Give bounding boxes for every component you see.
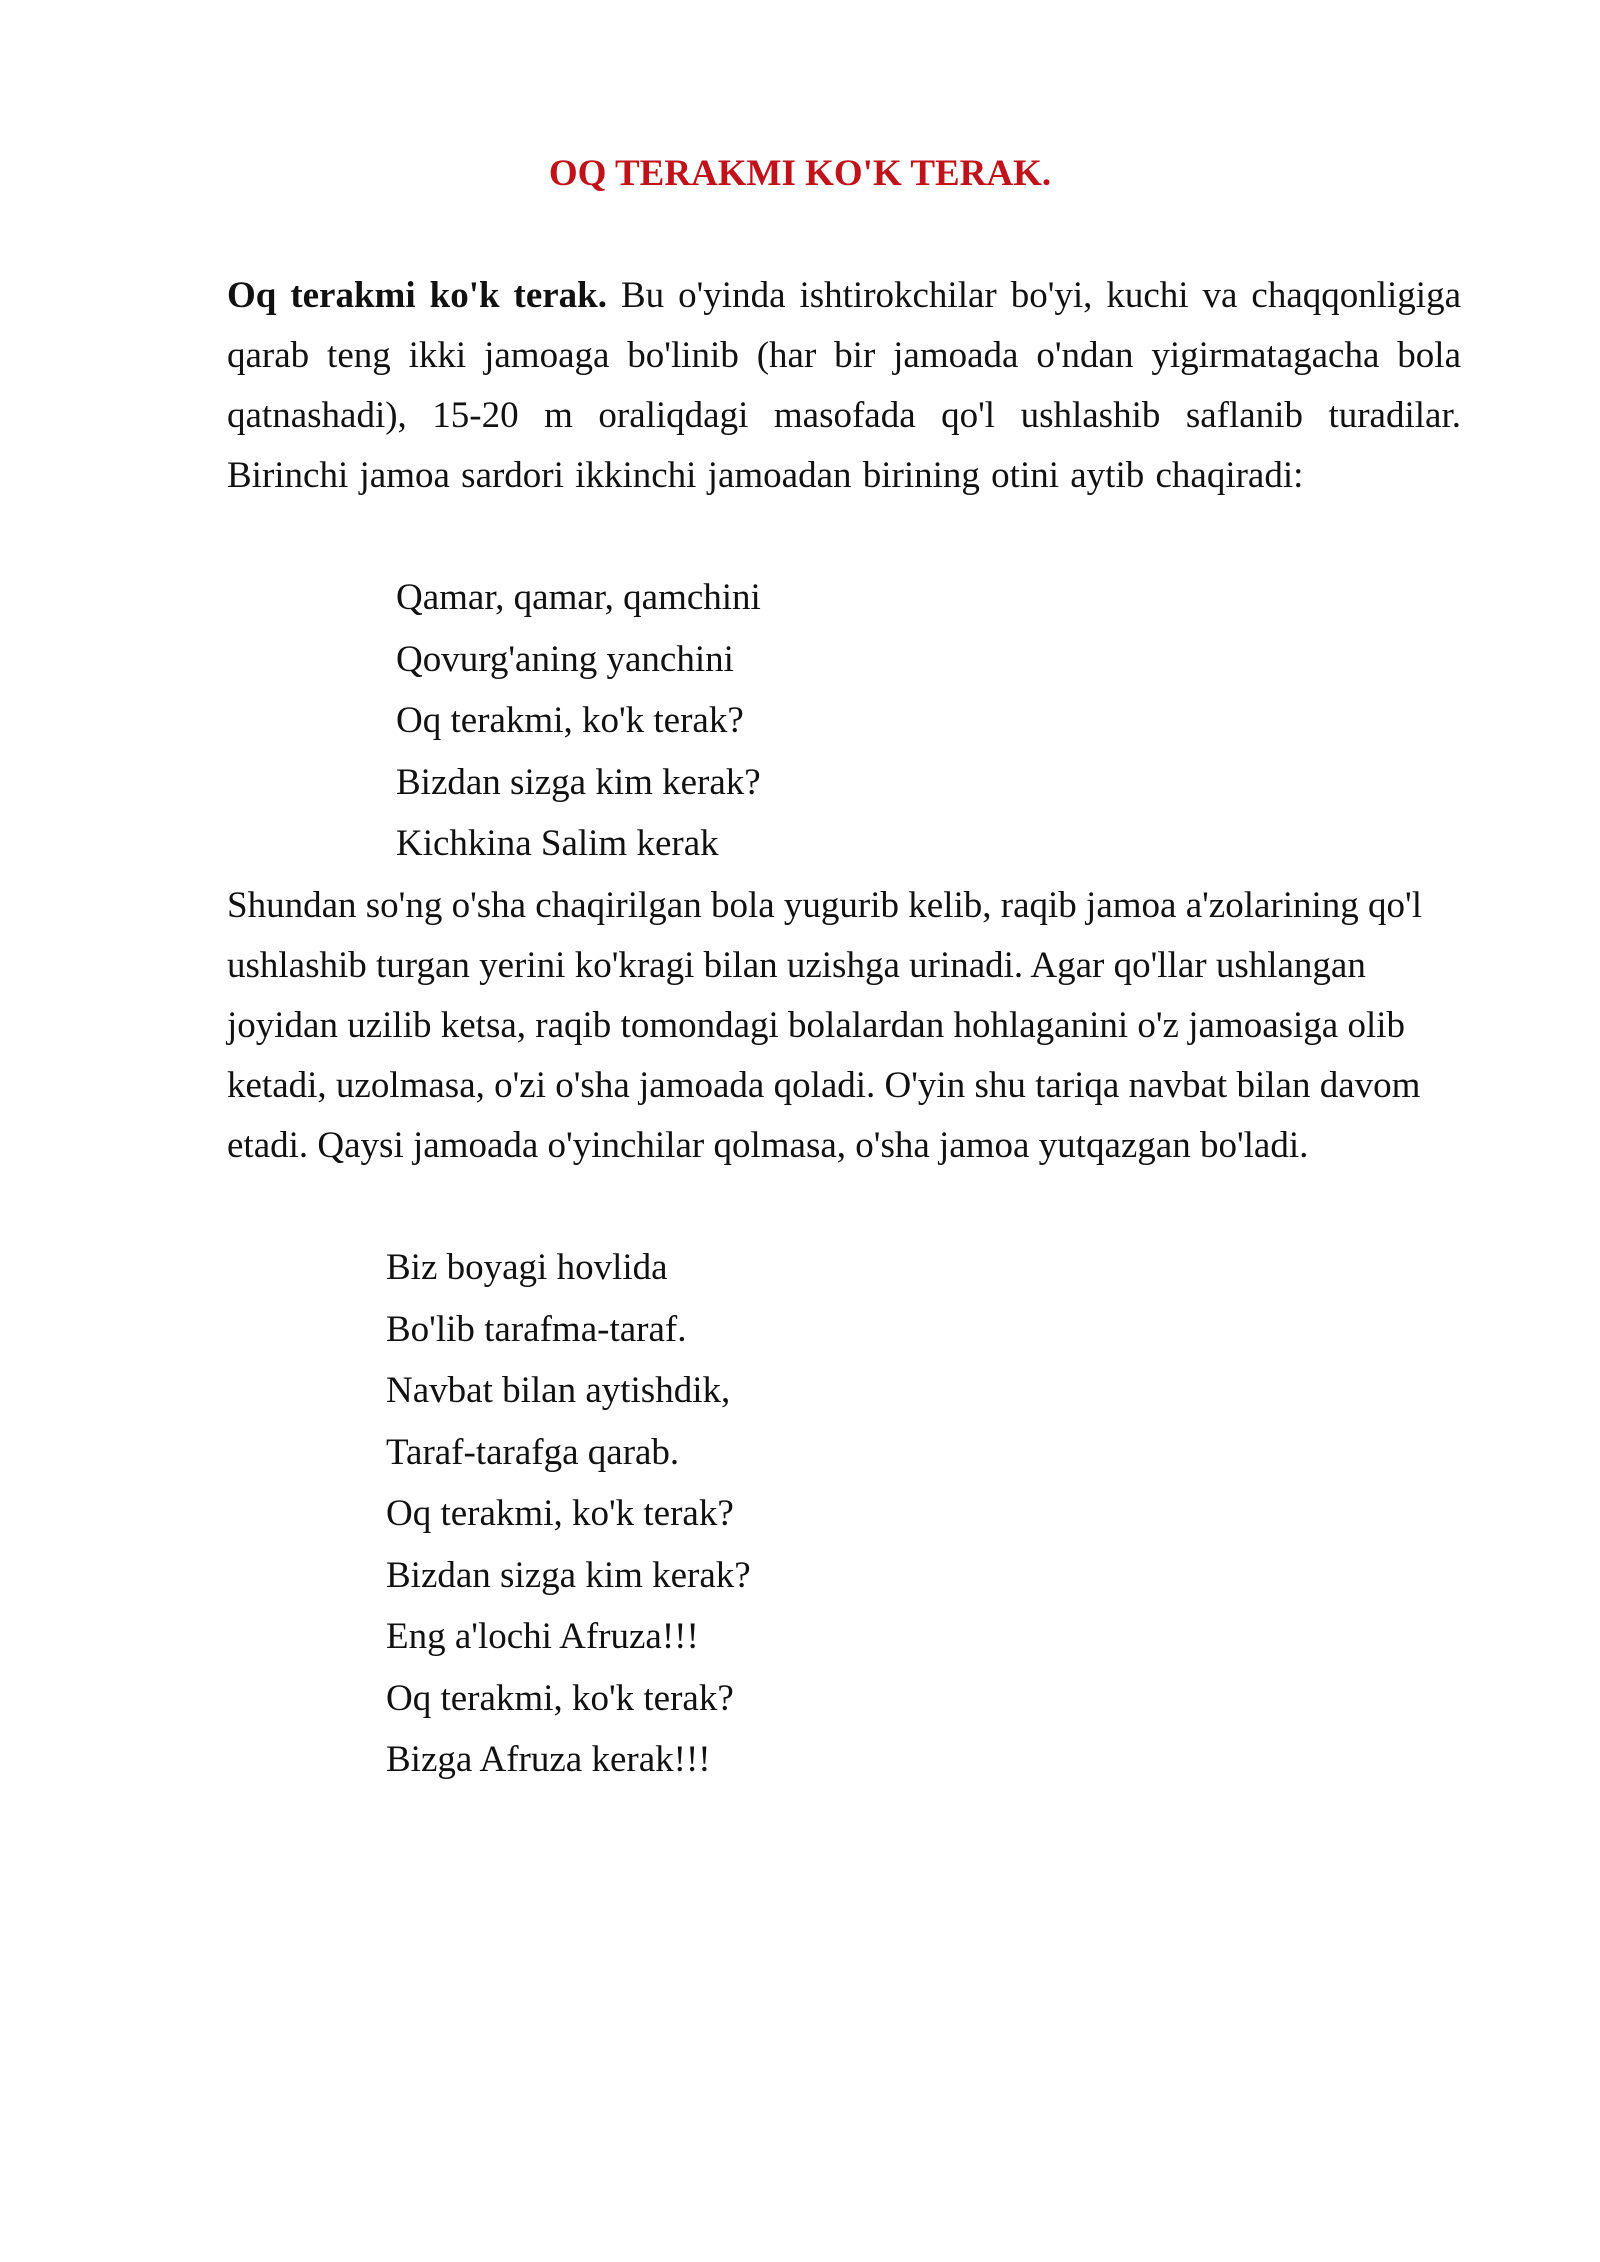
intro-lead: Oq terakmi ko'k terak. (227, 275, 608, 316)
poem-line: Bizdan sizga kim kerak? (386, 1554, 751, 1596)
poem-line: Eng a'lochi Afruza!!! (386, 1616, 699, 1657)
poem-line: Bo'lib tarafma-taraf. (386, 1308, 687, 1350)
poem-line: Taraf-tarafga qarab. (386, 1431, 680, 1473)
poem-line: Kichkina Salim kerak (396, 823, 719, 864)
poem-line: Bizga Afruza kerak!!! (386, 1739, 711, 1780)
poem-line: Oq terakmi, ko'k terak? (396, 700, 744, 741)
poem-first (396, 567, 761, 875)
poem-line: Biz boyagi hovlida (386, 1247, 668, 1288)
poem-line: Qovurg'aning yanchini (396, 638, 734, 680)
poem-line: Navbat bilan aytishdik, (386, 1370, 731, 1411)
document-title: OQ TERAKMI KO'K TERAK. (548, 153, 1052, 194)
poem-second (386, 1237, 751, 1791)
intro-body: Bu o'yinda ishtirokchilar bo'yi, kuchi va chaqqonligiga qarab teng ikki jamoaga bo'linib (har bir jamoada o'ndan yigirmatagacha bola qatnashadi), 15-20 m oraliqdagi masofada qo'l ushlashib saflanib turadilar. Birinchi jamoa sardori ikkinchi jamoadan birining otini aytib chaqiradi: (227, 275, 1462, 496)
poem-line: Oq terakmi, ko'k terak? (386, 1493, 734, 1534)
poem-line: Bizdan sizga kim kerak? (396, 761, 761, 803)
rules-paragraph: Shundan so'ng o'sha chaqirilgan bola yugurib kelib, raqib jamoa a'zolarining qo'l ushlashib turgan yerini ko'kragi bilan uzishga urinadi. Agar qo'llar ushlangan joyidan uzilib ketsa, raqib tomondagi bolalardan hohlaganini o'z jamoasiga olib ketadi, uzolmasa, o'zi o'sha jamoada qoladi. O'yin shu tariqa navbat bilan davom etadi. Qaysi jamoada o'yinchilar qolmasa, o'sha jamoa yutqazgan bo'ladi. (227, 885, 1422, 1166)
poem-line: Qamar, qamar, qamchini (396, 577, 761, 618)
poem-line: Oq terakmi, ko'k terak? (386, 1677, 734, 1719)
intro-paragraph (227, 266, 1461, 506)
